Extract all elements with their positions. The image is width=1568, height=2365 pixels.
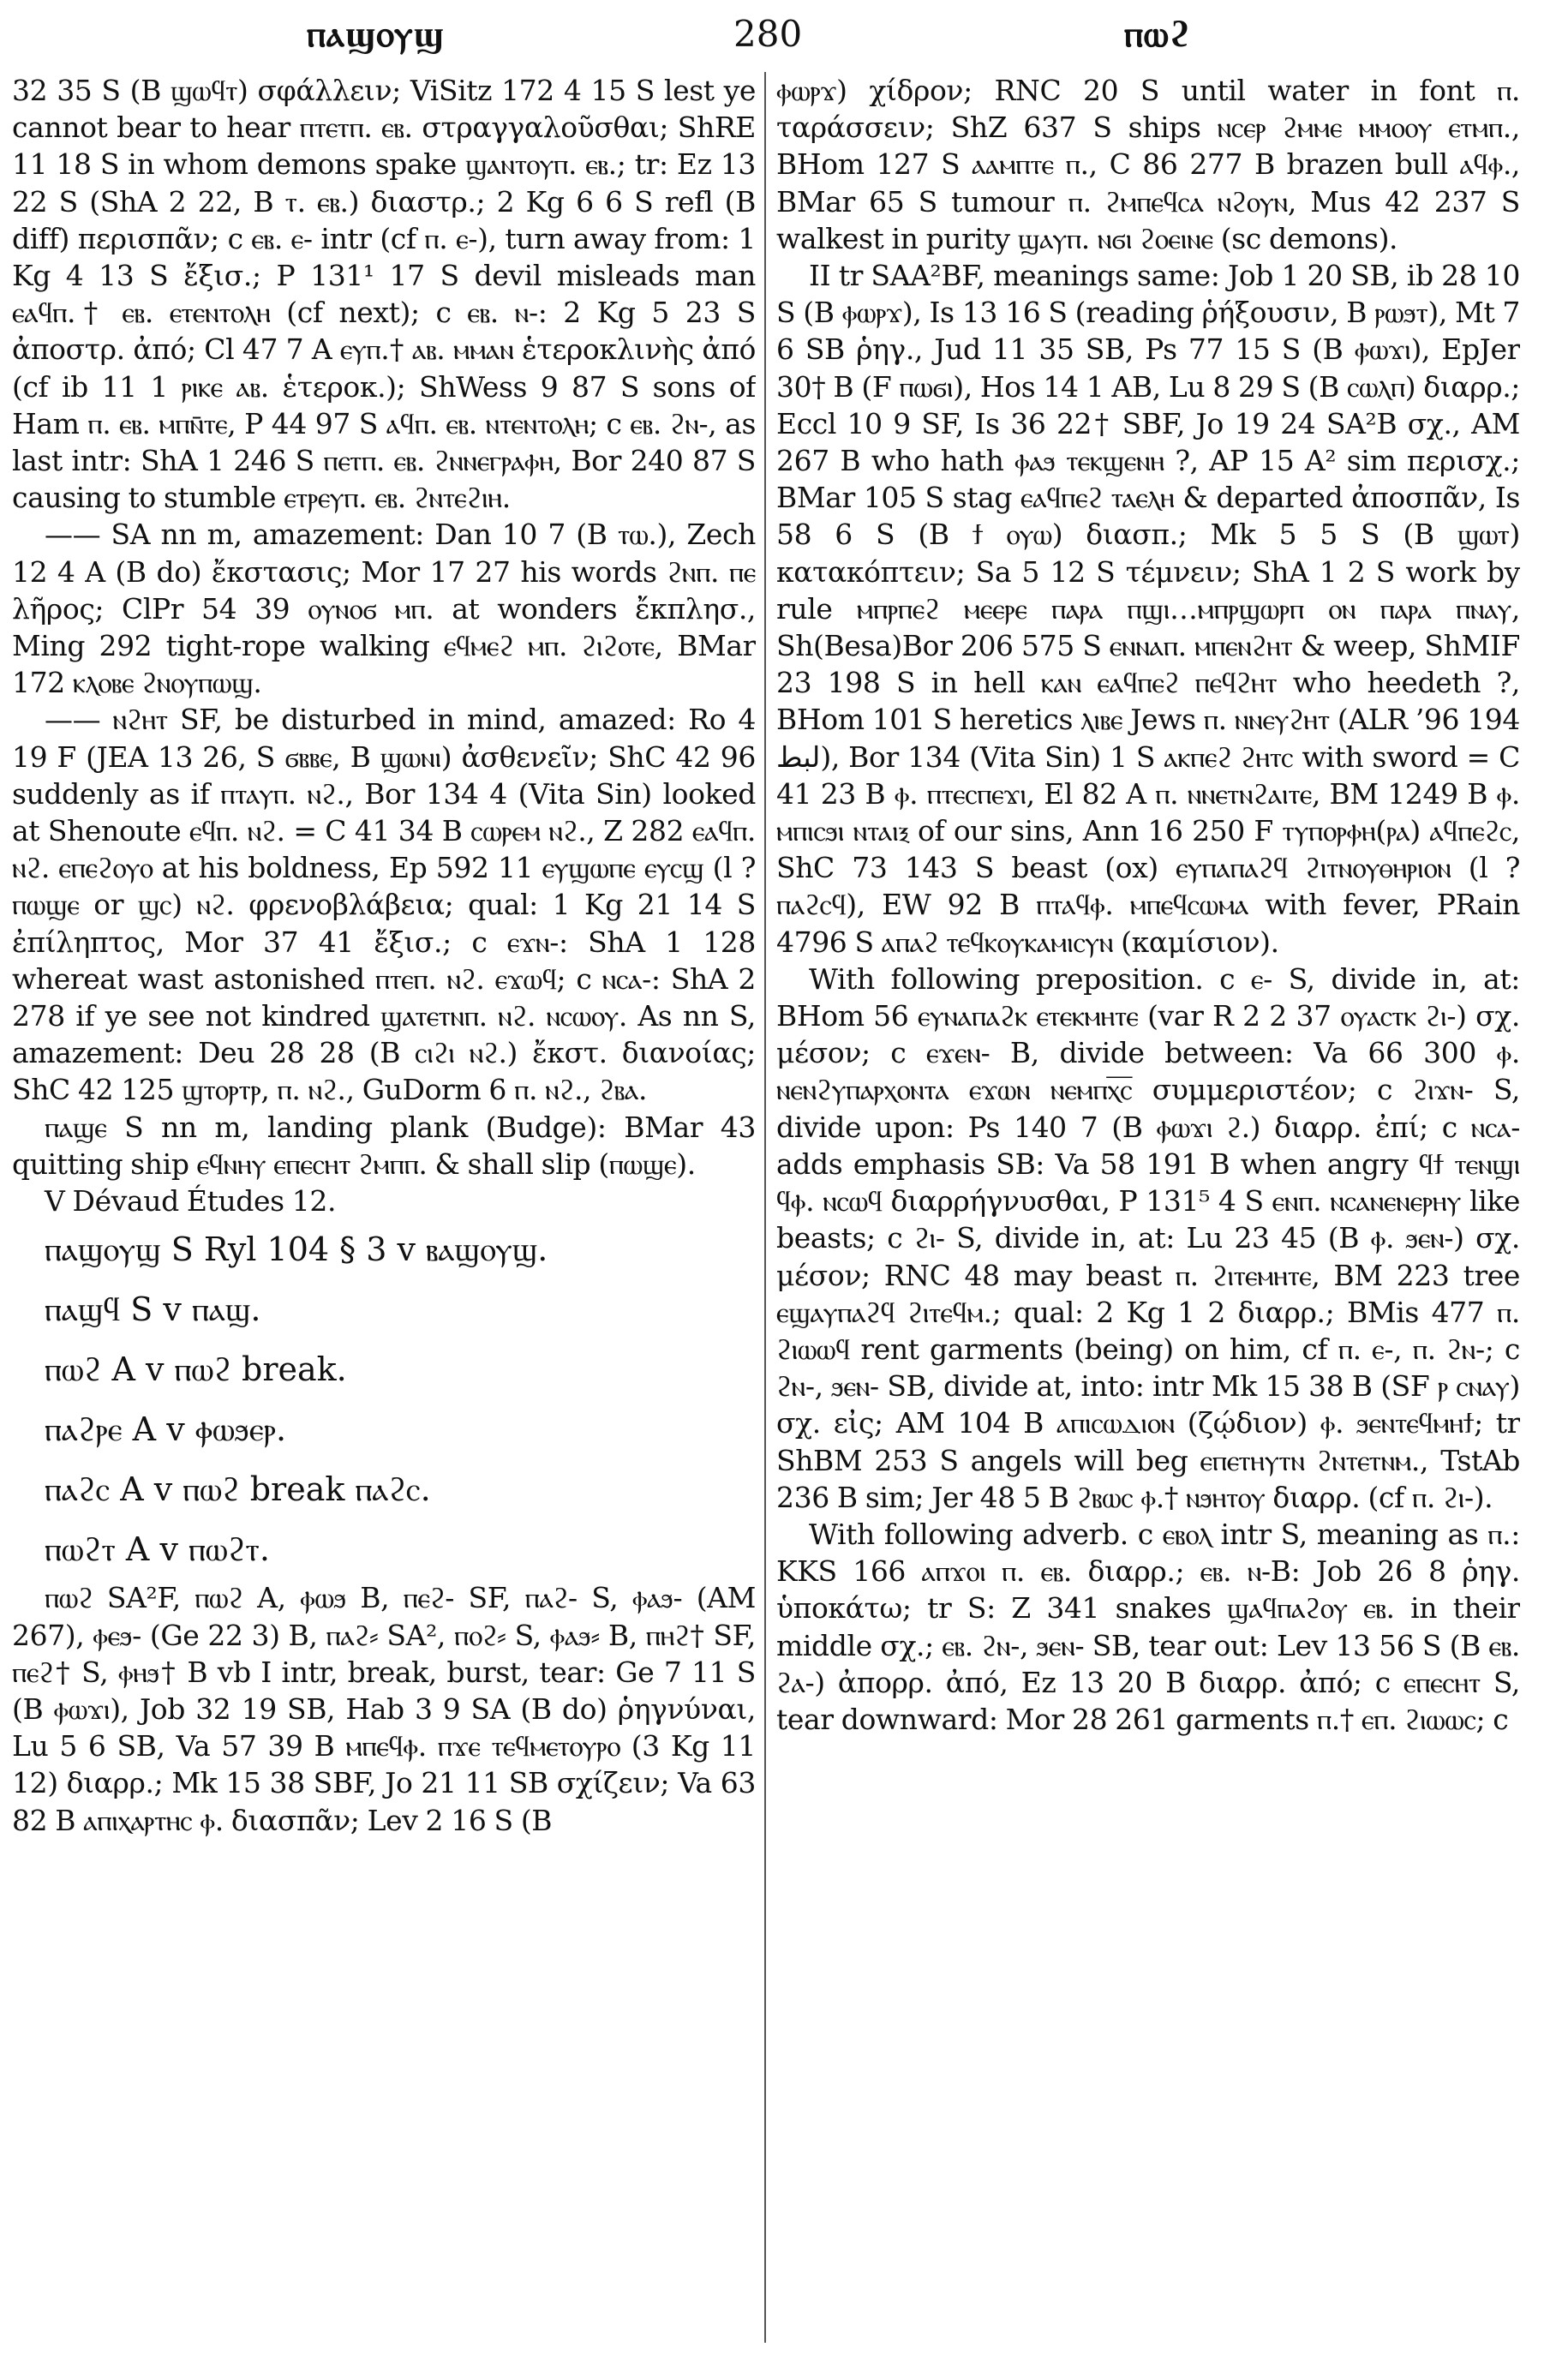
cross-reference-headword: ⲡⲁϣⲟⲩϣ S Ryl 104 § 3 v ⲃⲁϣⲟⲩϣ. [45, 1230, 548, 1269]
cross-reference-headword: ⲡⲁϣϥ S v ⲡⲁϣ. [45, 1290, 261, 1329]
header-left-headword: ⲡⲁϣⲟⲩϣ [307, 13, 445, 55]
header-right-headword: ⲡⲱϩ [1124, 13, 1192, 55]
entry-paragraph: —— SA nn m, amazement: Dan 10 7 (B ⲧⲱ.), Zech 12 4 A (B do) ἔκστασις; Mor 17 27 his words ϩⲛⲡ. ⲡⲉ λῆρος; ClPr 54 39 ⲟⲩⲛⲟϭ ⲙⲡ. at wonders ἔκπλησ., Ming 292 tight-rope walking ⲉϥⲙⲉϩ ⲙⲡ. ϩⲓϩⲟⲧⲉ, BMar 172 ⲕⲗⲟⲃⲉ ϩⲛⲟⲩⲡⲱϣ. [12, 518, 756, 700]
reference-note: V Dévaud Études 12. [45, 1184, 337, 1218]
main-entry: ⲡⲱϩ SA²F, ⲡⲱϩ A, ⲫⲱϧ B, ⲡⲉϩ- SF, ⲡⲁϩ- S, ⲫⲁϧ- (AM 267), ⲫⲉϧ- (Ge 22 3) B, ⲡⲁϩ⸗ SA², ⲡⲟϩ⸗ S, ⲫⲁϧ⸗ B, ⲡⲏϩ† SF, ⲡⲉϩ† S, ⲫⲏϧ† B vb I intr, break, burst, tear: Ge 7 11 S (B ⲫⲱϫⲓ), Job 32 19 SB, Hab 3 9 SA (B do) ῥηγνύναι, Lu 5 6 SB, Va 57 39 B ⲙⲡⲉϥⲫ. ⲡϫⲉ ⲧⲉϥⲙⲉⲧⲟⲩⲣⲟ (3 Kg 11 12) διαρρ.; Mk 15 38 SBF, Jo 21 11 SB σχίζειν; Va 63 82 B ⲁⲡⲓⲭⲁⲣⲧⲏⲥ ⲫ. διασπᾶν; Lev 2 16 S (B [12, 1581, 756, 1837]
entry-paragraph: 32 35 S (B ϣⲱϥⲧ) σφάλλειν; ViSitz 172 4 15 S lest ye cannot bear to hear ⲡⲧⲉⲧⲡ. ⲉⲃ. στραγγαλοῦσθαι; ShRE 11 18 S in whom demons spake ϣⲁⲛⲧⲟⲩⲡ. ⲉⲃ.; tr: Ez 13 22 S (ShA 2 22, B ⲧ. ⲉⲃ.) διαστρ.; 2 Kg 6 6 S refl (B diff) περισπᾶν; c ⲉⲃ. ⲉ- intr (cf ⲡ. ⲉ-), turn away from: 1 Kg 4 13 S ἔξισ.; P 131¹ 17 S devil misleads man ⲉⲁϥⲡ.† ⲉⲃ. ⲉⲧⲉⲛⲧⲟⲗⲏ (cf next); c ⲉⲃ. ⲛ-: 2 Kg 5 23 S ἀποστρ. ἀπό; Cl 47 7 A ⲉⲩⲡ.† ⲁⲃ. ⲙⲙⲁⲛ ἑτεροκλινὴς ἀπό (cf ib 11 1 ⲣⲓⲕⲉ ⲁⲃ. ἑτεροκ.); ShWess 9 87 S sons of Ham ⲡ. ⲉⲃ. ⲙⲡⲛ̄ⲧⲉ, P 44 97 S ⲁϥⲡ. ⲉⲃ. ⲛⲧⲉⲛⲧⲟⲗⲏ; c ⲉⲃ. ϩⲛ-, as last intr: ShA 1 246 S ⲡⲉⲧⲡ. ⲉⲃ. ϩⲛⲛⲉⲅⲣⲁⲫⲏ, Bor 240 87 S causing to stumble ⲉⲧⲣⲉⲩⲡ. ⲉⲃ. ϩⲛⲧⲉϩⲓⲏ. [12, 74, 756, 515]
cross-reference-headword: ⲡⲁϩⲣⲉ A v ⲫⲱϧⲉⲣ. [45, 1410, 287, 1449]
entry-paragraph: —— ⲛϩⲏⲧ SF, be disturbed in mind, amazed: Ro 4 19 F (JEA 13 26, S ϭⲃⲃⲉ, B ϣⲱⲛⲓ) ἀσθενεῖν; ShC 42 96 suddenly as if ⲡⲧⲁⲩⲡ. ⲛϩ., Bor 134 4 (Vita Sin) looked at Shenoute ⲉϥⲡ. ⲛϩ. = C 41 34 B ⲥⲱⲣⲉⲙ ⲛϩ., Z 282 ⲉⲁϥⲡ. ⲛϩ. ⲉⲡⲉϩⲟⲩⲟ at his boldness, Ep 592 11 ⲉⲩϣⲱⲡⲉ ⲉⲩⲥϣ (l ? ⲡⲱϣⲉ or ϣⲥ) ⲛϩ. φρενοβλάβεια; qual: 1 Kg 21 14 S ἐπίληπτος, Mor 37 41 ἔξισ.; c ⲉϫⲛ-: ShA 1 128 whereat wast astonished ⲡⲧⲉⲡ. ⲛϩ. ⲉϫⲱϥ; c ⲛⲥⲁ-: ShA 2 278 if ye see not kindred ϣⲁⲧⲉⲧⲛⲡ. ⲛϩ. ⲛⲥⲱⲟⲩ. As nn S, amazement: Deu 28 28 (B ⲥⲓϩⲓ ⲛϩ.) ἔκστ. διανοίας; ShC 42 125 ϣⲧⲟⲣⲧⲣ, ⲡ. ⲛϩ., GuDorm 6 ⲡ. ⲛϩ., ϩⲃⲁ. [12, 703, 756, 1107]
cross-reference-headword: ⲡⲱϩ A v ⲡⲱϩ break. [45, 1350, 347, 1389]
entry-paragraph: ⲡⲁϣⲉ S nn m, landing plank (Budge): BMar 43 quitting ship ⲉϥⲛⲏⲩ ⲉⲡⲉⲥⲏⲧ ϩⲙⲡⲡ. & shall slip (ⲡⲱϣⲉ). [12, 1110, 756, 1181]
entry-paragraph: ⲫⲱⲣϫ) χίδρον; RNC 20 S until water in font ⲡ. ταράσσειν; ShZ 637 S ships ⲛⲥⲉⲣ ϩⲙⲙⲉ ⲙⲙⲟⲟⲩ ⲉⲧⲙⲡ., BHom 127 S ⲁⲁⲙⲡⲧⲉ ⲡ., C 86 277 B brazen bull ⲁϥⲫ., BMar 65 S tumour ⲡ. ϩⲙⲡⲉϥⲥⲁ ⲛϩⲟⲩⲛ, Mus 42 237 S walkest in purity ϣⲁⲩⲡ. ⲛϭⲓ ϩⲟⲉⲓⲛⲉ (sc demons). [776, 74, 1520, 255]
cross-reference-headword: ⲡⲁϩⲥ A v ⲡⲱϩ break ⲡⲁϩⲥ. [45, 1470, 431, 1509]
left-column [12, 72, 756, 2343]
page-number: 280 [733, 13, 803, 55]
running-header [12, 7, 1556, 58]
right-column [776, 72, 1520, 2343]
entry-paragraph: With following adverb. c ⲉⲃⲟⲗ intr S, meaning as ⲡ.: KKS 166 ⲁⲡϫⲟⲓ ⲡ. ⲉⲃ. διαρρ.; ⲉⲃ. ⲛ-B: Job 26 8 ῥηγ. ὑποκάτω; tr S: Z 341 snakes ϣⲁϥⲡⲁϩⲟⲩ ⲉⲃ. in their middle σχ.; ⲉⲃ. ϩⲛ-, ϧⲉⲛ- SB, tear out: Lev 13 56 S (B ⲉⲃ. ϩⲁ-) ἀπορρ. ἀπό, Ez 13 20 B διαρρ. ἀπό; c ⲉⲡⲉⲥⲏⲧ S, tear downward: Mor 28 261 garments ⲡ.† ⲉⲡ. ϩⲓⲱⲱⲥ; c [776, 1517, 1520, 1736]
column-divider [764, 72, 766, 2343]
cross-reference-headword: ⲡⲱϩⲧ A v ⲡⲱϩⲧ. [45, 1530, 270, 1569]
entry-paragraph: II tr SAA²BF, meanings same: Job 1 20 SB, ib 28 10 S (B ⲫⲱⲣϫ), Is 13 16 S (reading ῥήξουσιν, B ⲣⲱϧⲧ), Mt 7 6 SB ῥηγ., Jud 11 35 SB, Ps 77 15 S (B ⲫⲱϫⲓ), EpJer 30† B (F ⲡⲱϭⲓ), Hos 14 1 AB, Lu 8 29 S (B ⲥⲱⲗⲡ) διαρρ.; Eccl 10 9 SF, Is 36 22† SBF, Jo 19 24 SA²B σχ., AM 267 B who hath ⲫⲁϧ ⲧⲉⲕϣⲉⲛⲏ ?, AP 15 A² sim περισχ.; BMar 105 S stag ⲉⲁϥⲡⲉϩ ⲧⲁⲉⲗⲏ & departed ἀποσπᾶν, Is 58 6 S (B ϯ ⲟⲩⲱ) διασπ.; Mk 5 5 S (B ϣⲱⲧ) κατακόπτειν; Sa 5 12 S τέμνειν; ShA 1 2 S work by rule ⲙⲡⲣⲡⲉϩ ⲙⲉⲉⲣⲉ ⲡⲁⲣⲁ ⲡϣⲓ…ⲙⲡⲣϣⲱⲣⲡ ⲟⲛ ⲡⲁⲣⲁ ⲡⲛⲁⲩ, Sh(Besa)Bor 206 575 S ⲉⲛⲛⲁⲡ. ⲙⲡⲉⲛϩⲏⲧ & weep, ShMIF 23 198 S in hell ⲕⲁⲛ ⲉⲁϥⲡⲉϩ ⲡⲉϥϩⲏⲧ who heedeth ?, BHom 101 S heretics ⲗⲓⲃⲉ Jews ⲡ. ⲛⲛⲉⲩϩⲏⲧ (ALR ’96 194 لبط), Bor 134 (Vita Sin) 1 S ⲁⲕⲡⲉϩ ϩⲏⲧⲥ with sword = C 41 23 B ⲫ. ⲡⲧⲉⲥⲡⲉϫⲓ, El 82 A ⲡ. ⲛⲛⲉⲧⲛϩⲁⲓⲧⲉ, BM 1249 B ⲫ. ⲙⲡⲓⲥϧⲓ ⲛⲧⲁⲓⲝ of our sins, Ann 16 250 F ⲧⲩⲡⲟⲣⲫⲏ(ⲣⲁ) ⲁϥⲡⲉϩⲥ, ShC 73 143 S beast (ox) ⲉⲩⲡⲁⲡⲁϩϥ ϩⲓⲧⲛⲟⲩⲑⲏⲣⲓⲟⲛ (l ? ⲡⲁϩⲥϥ), EW 92 B ⲡⲧⲁϥⲫ. ⲙⲡⲉϥⲥⲱⲙⲁ with fever, PRain 4796 S ⲁⲡⲁϩ ⲧⲉϥⲕⲟⲩⲕⲁⲙⲓⲥⲩⲛ (καμίσιον). [776, 259, 1520, 959]
entry-paragraph: With following preposition. c ⲉ- S, divide in, at: BHom 56 ⲉⲩⲛⲁⲡⲁϩⲕ ⲉⲧⲉⲕⲙⲏⲧⲉ (var R 2 2 37 ⲟⲩⲁⲥⲧⲕ ϩⲓ-) σχ. μέσον; c ⲉϫⲉⲛ- B, divide between: Va 66 300 ⲫ. ⲛⲉⲛϩⲩⲡⲁⲣⲭⲟⲛⲧⲁ ⲉϫⲱⲛ ⲛⲉⲙⲡⲭ̅ⲥ̅ συμμεριστέον; c ϩⲓϫⲛ- S, divide upon: Ps 140 7 (B ⲫⲱϫⲓ ϩ.) διαρρ. ἐπί; c ⲛⲥⲁ- adds emphasis SB: Va 58 191 B when angry ϥϯ ⲧⲉⲛϣⲓ ϥⲫ. ⲛⲥⲱϥ διαρρήγνυσθαι, P 131⁵ 4 S ⲉⲛⲡ. ⲛⲥⲁⲛⲉⲛⲉⲣⲏⲩ like beasts; c ϩⲓ- S, divide in, at: Lu 23 45 (B ⲫ. ϧⲉⲛ-) σχ. μέσον; RNC 48 may beast ⲡ. ϩⲓⲧⲉⲙⲏⲧⲉ, BM 223 tree ⲉϣⲁⲩⲡⲁϩϥ ϩⲓⲧⲉϥⲙ.; qual: 2 Kg 1 2 διαρρ.; BMis 477 ⲡ. ϩⲓⲱⲱϥ rent garments (being) on him, cf ⲡ. ⲉ-, ⲡ. ϩⲛ-; c ϩⲛ-, ϧⲉⲛ- SB, divide at, into: intr Mk 15 38 B (SF ⲣ ⲥⲛⲁⲩ) σχ. εἰς; AM 104 B ⲁⲡⲓⲥⲱⲇⲓⲟⲛ (ζῴδιον) ⲫ. ϧⲉⲛⲧⲉϥⲙⲏϯ; tr ShBM 253 S angels will beg ⲉⲡⲉⲧⲏⲩⲧⲛ ϩⲛⲧⲉⲧⲛⲙ., TstAb 236 B sim; Jer 48 5 B ϩⲃⲱⲥ ⲫ.† ⲛϧⲏⲧⲟⲩ διαρρ. (cf ⲡ. ϩⲓ-). [776, 961, 1520, 1514]
